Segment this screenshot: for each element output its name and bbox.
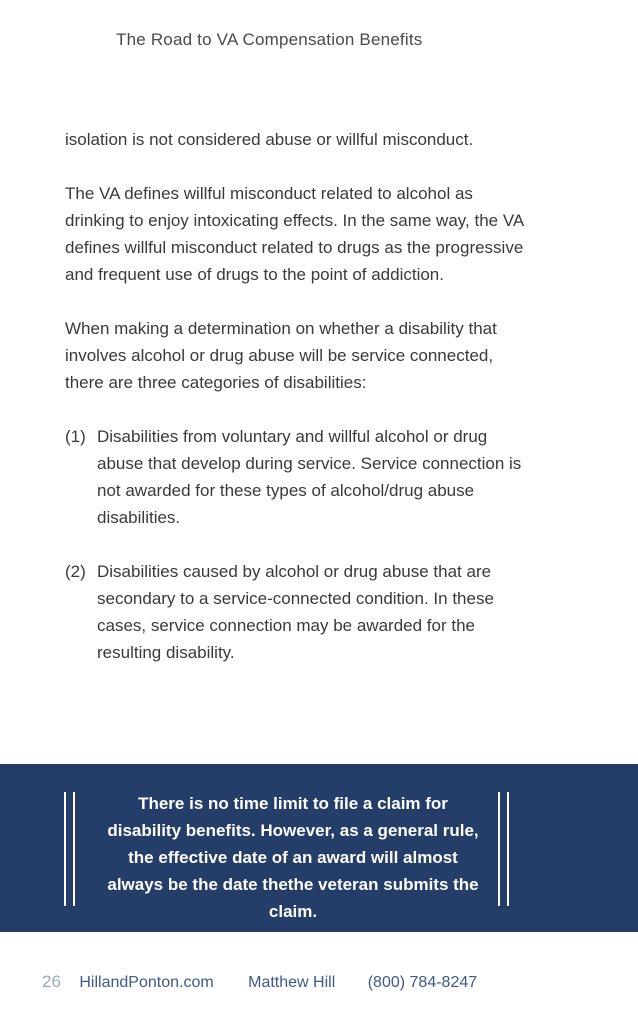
paragraph-determination: When making a determination on whether a disability that involves alcohol or drug abuse will be service connected, there are three categories of disabilities: — [65, 319, 497, 392]
paragraph-isolation: isolation is not considered abuse or willful misconduct. — [65, 130, 474, 149]
footer-author: Matthew Hill — [248, 974, 336, 991]
list-text: Disabilities from voluntary and willful alcohol or drug abuse that develop during service. Service connection is not awarded for these types of alcohol/drug abuse disabilities. — [97, 427, 522, 527]
quote-bar-left-inner — [73, 792, 75, 906]
list-item — [65, 423, 525, 531]
list-text: Disabilities caused by alcohol or drug abuse that are secondary to a service-connected condition. In these cases, service connection may be awarded for the resulting disability. — [97, 562, 494, 662]
footer-phone[interactable]: (800) 784-8247 — [367, 974, 478, 991]
paragraph-willful-misconduct: The VA defines willful misconduct related to alcohol as drinking to enjoy intoxicating effects. In the same way, the VA defines willful misconduct related to drugs as the progressive and frequent use of drugs to the point of addiction. — [65, 184, 524, 284]
footer-website-link[interactable]: HillandPonton.com — [79, 974, 214, 991]
footer — [42, 972, 477, 992]
quote-bar-right-inner — [498, 792, 500, 906]
list-number: (2) — [65, 562, 86, 581]
running-header: The Road to VA Compensation Benefits — [116, 30, 423, 49]
page-number: 26 — [42, 972, 61, 991]
callout-box — [0, 764, 638, 932]
body-text — [65, 126, 525, 693]
quote-bar-right-outer — [507, 792, 509, 906]
callout-text: There is no time limit to file a claim for disability benefits. However, as a general rule, the effective date of an award will almost always be the date thethe veteran submits the claim. — [107, 794, 479, 921]
quote-bar-left-outer — [64, 792, 66, 906]
list-number: (1) — [65, 427, 86, 446]
list-item — [65, 558, 525, 666]
